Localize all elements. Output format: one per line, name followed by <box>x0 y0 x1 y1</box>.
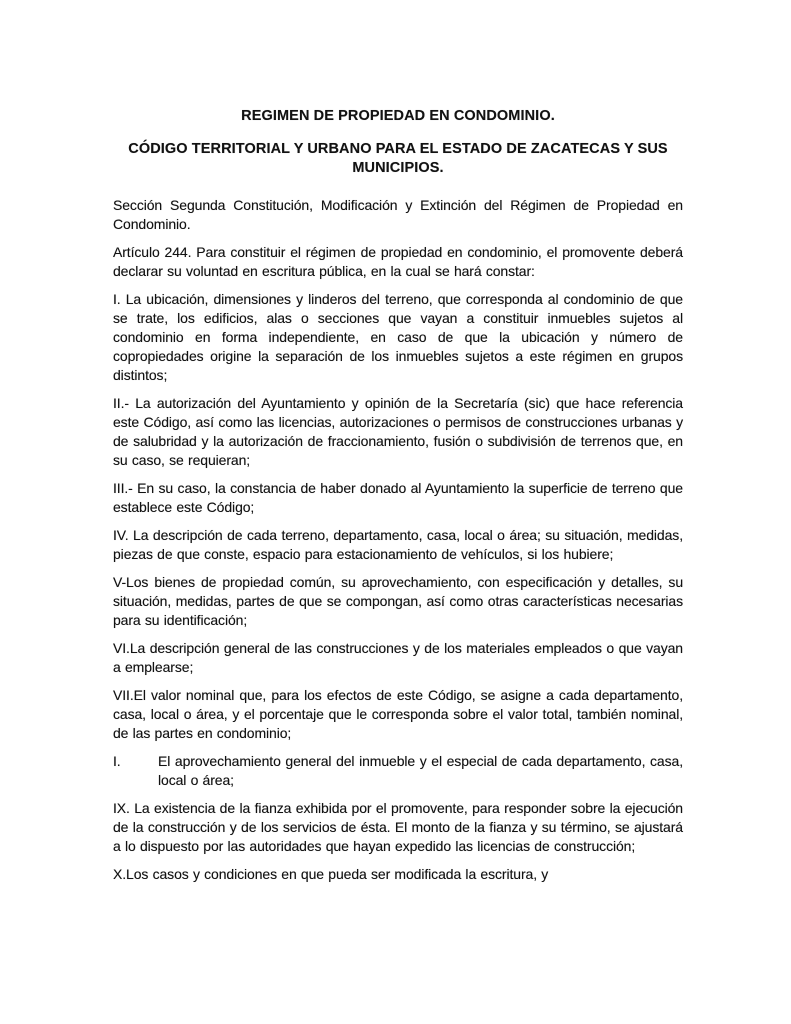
fraction-ii-paragraph: II.- La autorización del Ayuntamiento y opinión de la Secretaría (sic) que hace referencia este Código, así como las licencias, autorizaciones o permisos de construcciones urbanas y de salubridad y la autorización de fraccionamiento, fusión o subdivisión de terrenos que, en su caso, se requieran; <box>113 395 683 468</box>
article-244-paragraph: Artículo 244. Para constituir el régimen de propiedad en condominio, el promovente deberá declarar su voluntad en escritura pública, en la cual se hará constar: <box>113 244 683 279</box>
document-title: REGIMEN DE PROPIEDAD EN CONDOMINIO. <box>241 108 555 124</box>
fraction-vi-paragraph: VI.La descripción general de las construcciones y de los materiales empleados o que vayan a emplearse; <box>113 640 683 675</box>
fraction-vii-paragraph: VII.El valor nominal que, para los efectos de este Código, se asigne a cada departamento, casa, local o área, y el porcentaje que le corresponda sobre el valor total, también nominal, de las partes en condominio; <box>113 687 683 741</box>
document-subtitle: CÓDIGO TERRITORIAL Y URBANO PARA EL ESTADO DE ZACATECAS Y SUS MUNICIPIOS. <box>128 141 668 176</box>
fraction-x-paragraph: X.Los casos y condiciones en que pueda ser modificada la escritura, y <box>113 866 549 882</box>
fraction-iv-paragraph: IV. La descripción de cada terreno, departamento, casa, local o área; su situación, medidas, piezas de que conste, espacio para estacionamiento de vehículos, si los hubiere; <box>113 527 683 562</box>
fraction-iii-paragraph: III.- En su caso, la constancia de haber donado al Ayuntamiento la superficie de terreno que establece este Código; <box>113 480 683 515</box>
fraction-viii-indented-item <box>113 752 683 790</box>
fraction-viii-text: El aprovechamiento general del inmueble y el especial de cada departamento, casa, local o área; <box>158 753 683 788</box>
fraction-ix-paragraph: IX. La existencia de la fianza exhibida por el promovente, para responder sobre la ejecución de la construcción y de los servicios de ésta. El monto de la fianza y su término, se ajustará a lo dispuesto por las autoridades que hayan expedido las licencias de construcción; <box>113 800 683 854</box>
fraction-i-paragraph: I. La ubicación, dimensiones y linderos del terreno, que corresponda al condominio de que se trate, los edificios, alas o secciones que vayan a constituir inmuebles sujetos al condominio en forma independiente, en caso de que la ubicación y número de copropiedades origine la separación de los inmuebles sujetos a este régimen en grupos distintos; <box>113 291 683 383</box>
fraction-viii-marker: I. <box>113 753 121 769</box>
section-heading-paragraph: Sección Segunda Constitución, Modificación y Extinción del Régimen de Propiedad en Condominio. <box>113 197 683 232</box>
fraction-v-paragraph: V-Los bienes de propiedad común, su aprovechamiento, con especificación y detalles, su situación, medidas, partes de que se compongan, así como otras características necesarias para su identificación; <box>113 574 683 628</box>
